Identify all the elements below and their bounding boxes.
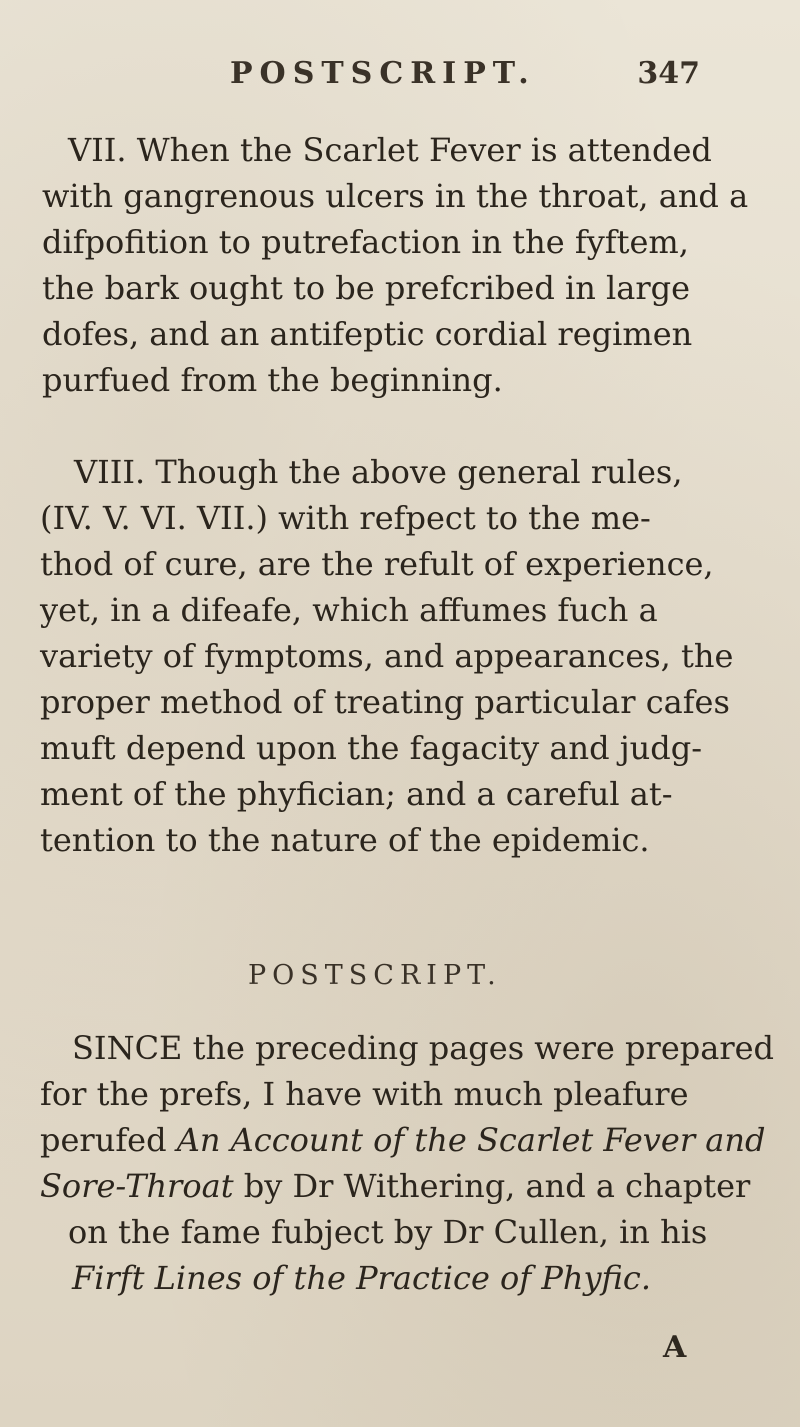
text-line: yet, in a difeafe, which affumes fuch a — [40, 591, 658, 629]
text-line: the bark ought to be prefcribed in large — [42, 269, 691, 307]
text-line: dofes, and an antifeptic cordial regimen — [42, 315, 693, 353]
postscript-heading: POSTSCRIPT. — [248, 960, 502, 991]
text-line: on the fame fubject by Dr Cullen, in his — [68, 1213, 708, 1251]
text-line: tention to the nature of the epidemic. — [40, 821, 650, 859]
text-line: (IV. V. VI. VII.) with refpect to the me- — [40, 499, 651, 537]
text-line: SINCE the preceding pages were prepared — [72, 1029, 775, 1067]
running-title: POSTSCRIPT. — [230, 56, 536, 91]
running-head — [180, 56, 700, 96]
page-number: 347 — [637, 56, 700, 91]
text-span: perufed — [40, 1121, 167, 1159]
book-title-italic: An Account of the Scarlet Fever and — [176, 1121, 766, 1159]
text-line — [40, 1120, 765, 1160]
text-line: thod of cure, are the refult of experience, — [40, 545, 714, 583]
text-line: VII. When the Scarlet Fever is attended — [68, 131, 712, 169]
text-line: purfued from the beginning. — [42, 361, 503, 399]
text-line: ment of the phyfician; and a careful at- — [40, 775, 673, 813]
text-span: by Dr Withering, and a chapter — [243, 1167, 751, 1205]
text-line: variety of fymptoms, and appearances, the — [40, 637, 734, 675]
text-line: muft depend upon the fagacity and judg- — [40, 729, 703, 767]
text-line: for the prefs, I have with much pleafure — [40, 1075, 689, 1113]
text-line: with gangrenous ulcers in the throat, and a — [42, 177, 749, 215]
text-line — [40, 1166, 750, 1206]
text-line: VIII. Though the above general rules, — [74, 453, 683, 491]
catchword: A — [663, 1330, 687, 1365]
text-line: proper method of treating particular cafes — [40, 683, 730, 721]
text-line-italic: Firft Lines of the Practice of Phyfic. — [72, 1259, 651, 1297]
text-line: difpofition to putrefaction in the fyftem, — [42, 223, 689, 261]
book-title-italic: Sore-Throat — [40, 1167, 234, 1205]
